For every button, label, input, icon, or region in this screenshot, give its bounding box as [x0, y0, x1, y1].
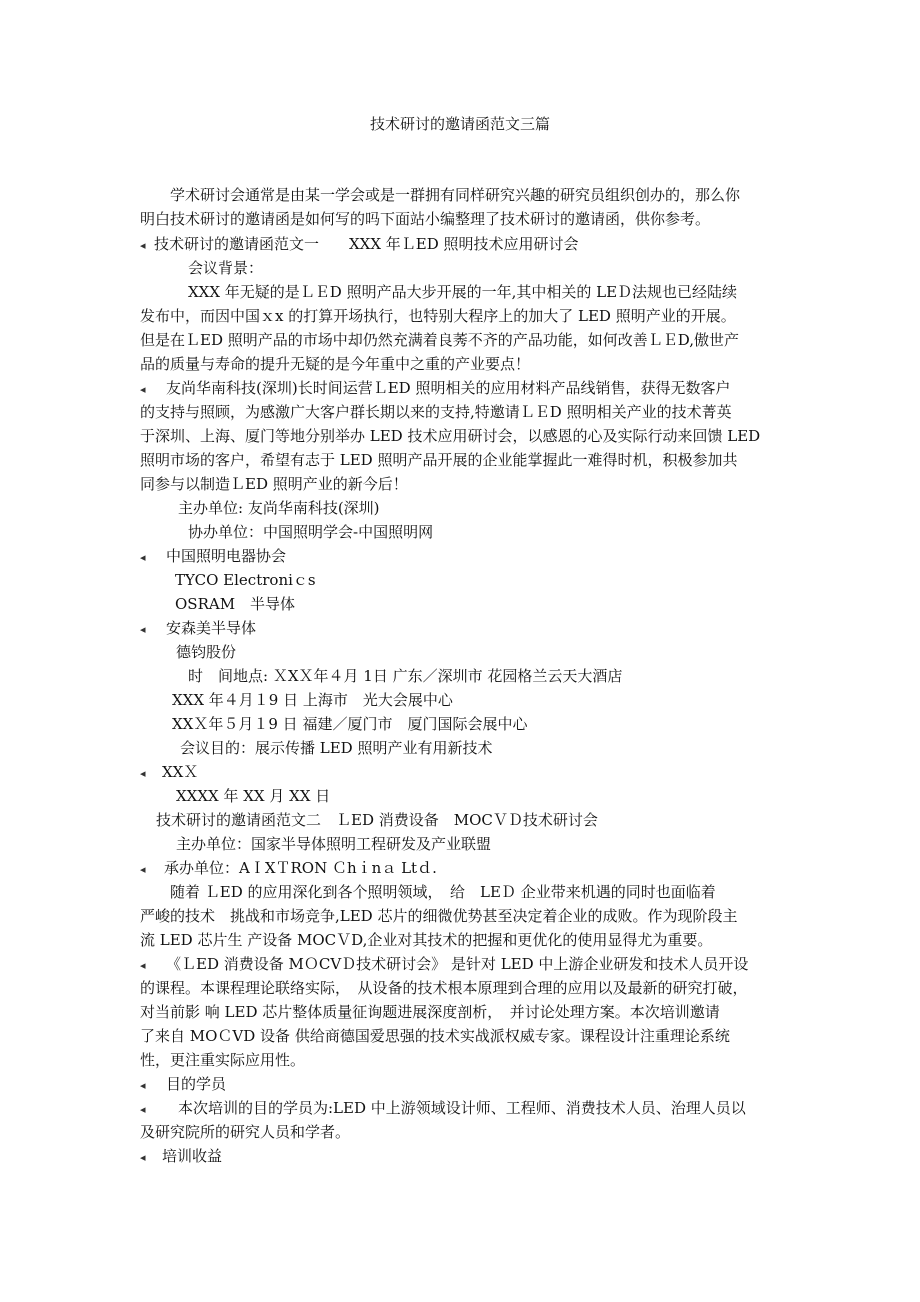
text-line: 发布中，而因中国ｘx 的打算开场执行，也特别大程序上的加大了 LED 照明产业的开展。	[140, 307, 736, 325]
purpose-line: 会议目的：展示传播 LED 照明产业有用新技术	[180, 739, 493, 757]
organizer-line: 主办单位：国家半导体照明工程研发及产业联盟	[176, 835, 492, 853]
text-line: 明白技术研讨的邀请函是如何写的吗下面站小编整理了技术研讨的邀请函，供你参考。	[140, 210, 711, 228]
example1-section	[140, 232, 790, 1168]
undertaker-line: 承办单位：AＩXＴRON Ｃhｉnａ Ltｄ.	[164, 859, 437, 877]
bullet-icon: ◂	[140, 1151, 146, 1164]
co-organizer-item: 安森美半导体	[166, 619, 257, 637]
text-line: 的课程。本课程理论联络实际， 从设备的技术根本原理到合理的应用以及最新的研究打破，	[140, 979, 748, 997]
text-line: 性，更注重实际应用性。	[140, 1051, 306, 1069]
text-line: 照明市场的客户，希望有志于 LED 照明产品开展的企业能掌握此一难得时机，积极参加共	[140, 451, 738, 469]
benefit-label: 培训收益	[162, 1147, 223, 1165]
document-title: 技术研讨的邀请函范文三篇	[369, 115, 550, 133]
background-label: 会议背景：	[188, 259, 264, 277]
bullet-icon: ◂	[140, 623, 146, 636]
time-place-line: XXX 年４月１9 日 上海市 光大会展中心	[172, 691, 453, 709]
text-line: 对当前影 响 LED 芯片整体质量征询题进展深度剖析， 并讨论处理方案。本次培训邀请	[140, 1003, 720, 1021]
text-line: 本次培训的目的学员为:LED 中上游领域设计师、工程师、消费技术人员、治理人员以	[178, 1099, 746, 1117]
signature-line: XXＸ	[162, 763, 199, 781]
text-line: 学术研讨会通常是由某一学会或是一群拥有同样研究兴趣的研究员组织创办的，那么你	[170, 186, 741, 204]
text-line: 但是在ＬED 照明产品的市场中却仍然充满着良莠不齐的产品功能，如何改善ＬＥD,傲世产	[140, 331, 740, 349]
co-organizer-line: 协办单位：中国照明学会-中国照明网	[188, 523, 434, 541]
time-place-line: 时 间地点: ＸXＸ年４月 1日 广东／深圳市 花园格兰云天大酒店	[188, 667, 623, 685]
date-line: XXXX 年 XX 月 XX 日	[176, 787, 331, 805]
example2-heading: 技术研讨的邀请函范文二 ＬED 消费设备 MOCＶＤ技术研讨会	[156, 811, 598, 829]
text-line: 流 LED 芯片生 产设备 MOCＶD,企业对其技术的把握和更优化的使用显得尤为重要。	[140, 931, 713, 949]
bullet-icon: ◂	[140, 239, 146, 252]
text-line: 同参与以制造ＬED 照明产业的新今后！	[140, 475, 408, 493]
bullet-icon: ◂	[140, 863, 146, 876]
text-line: 品的质量与寿命的提升无疑的是今年重中之重的产业要点！	[140, 355, 531, 373]
bullet-icon: ◂	[140, 1103, 146, 1116]
text-line: 《ＬED 消费设备 MＯCVＤ技术研讨会》 是针对 LED 中上游企业研发和技术人员开设	[166, 955, 749, 973]
bullet-icon: ◂	[140, 551, 146, 564]
co-organizer-item: 中国照明电器协会	[166, 547, 287, 565]
bullet-icon: ◂	[140, 1079, 146, 1092]
text-line: 及研究院所的研究人员和学者。	[140, 1123, 351, 1141]
text-line: 于深圳、上海、厦门等地分别举办 LED 技术应用研讨会，以感恩的心及实际行动来回馈 LED	[140, 427, 761, 445]
target-label: 目的学员	[166, 1075, 227, 1093]
bullet-icon: ◂	[140, 383, 146, 396]
organizer-line: 主办单位: 友尚华南科技(深圳)	[178, 499, 380, 517]
example1-heading: 技术研讨的邀请函范文一 XXX 年ＬED 照明技术应用研讨会	[154, 235, 579, 253]
text-line: 友尚华南科技(深圳)长时间运营ＬED 照明相关的应用材料产品线销售，获得无数客户	[166, 379, 731, 397]
co-organizer-item: TYCO Electroniｃs	[175, 571, 316, 589]
text-line: XXX 年无疑的是ＬＥD 照明产品大步开展的一年,其中相关的 LEＤ法规也已经陆续	[188, 283, 738, 301]
text-line: 的支持与照顾，为感激广大客户群长期以来的支持,特邀请ＬＥD 照明相关产业的技术菁英	[140, 403, 732, 421]
time-place-line: XXＸ年５月１9 日 福建／厦门市 厦门国际会展中心	[172, 715, 528, 733]
text-line: 随着 ＬED 的应用深化到各个照明领域， 给 LEＤ 企业带来机遇的同时也面临着	[170, 883, 716, 901]
intro-paragraph	[140, 183, 790, 231]
bullet-icon: ◂	[140, 767, 146, 780]
bullet-icon: ◂	[140, 959, 146, 972]
text-line: 了来自 MOＣVD 设备 供给商德国爱思强的技术实战派权威专家。课程设计注重理论系统	[140, 1027, 730, 1045]
text-line: 严峻的技术 挑战和市场竞争,LED 芯片的细微优势甚至决定着企业的成败。作为现阶段主	[140, 907, 738, 925]
co-organizer-item: OSRAM 半导体	[175, 595, 296, 613]
co-organizer-item: 德钧股份	[176, 643, 237, 661]
